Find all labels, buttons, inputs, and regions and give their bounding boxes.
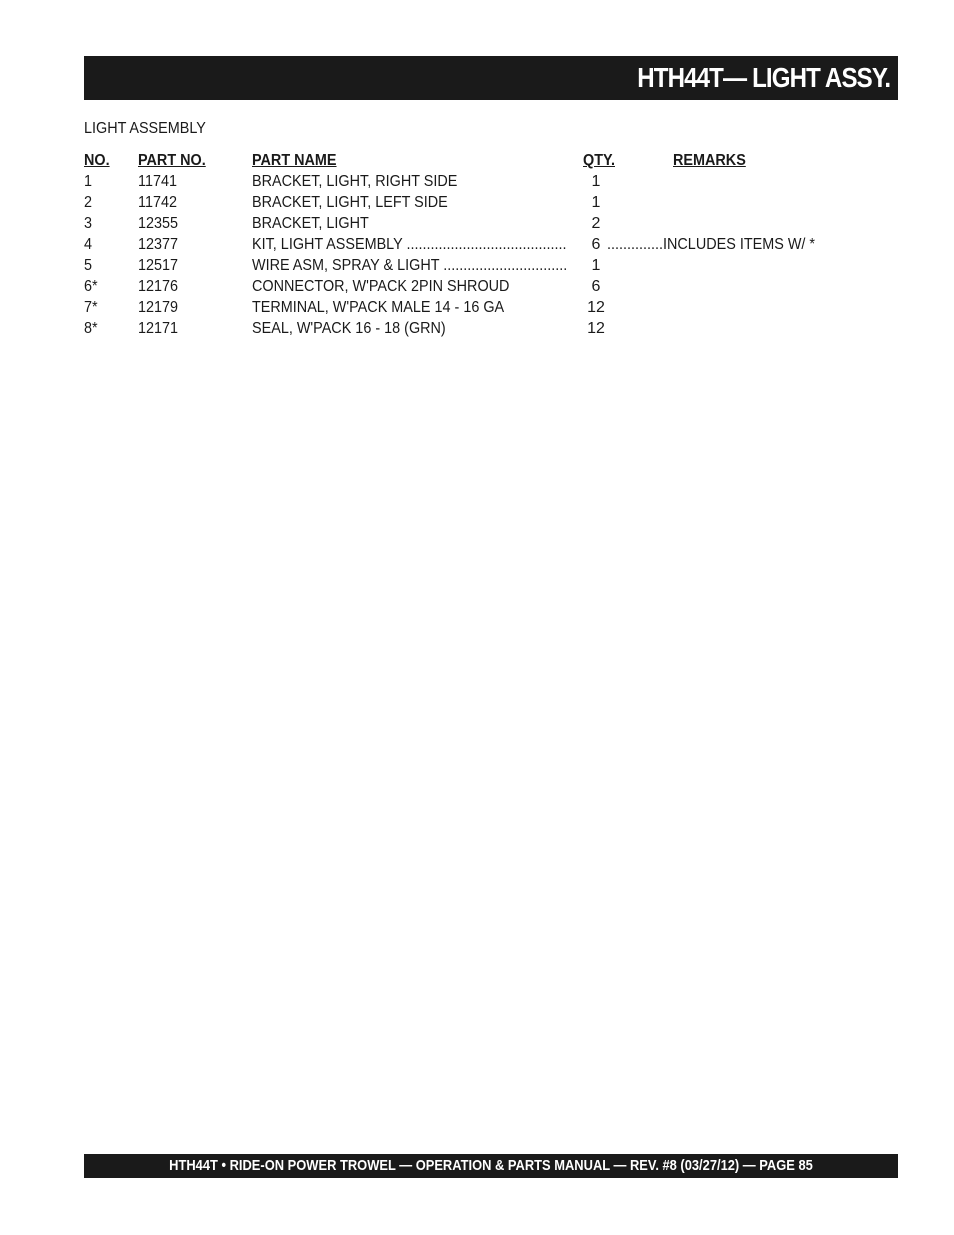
page-footer-text: HTH44T • RIDE-ON POWER TROWEL — OPERATION & PARTS MANUAL — REV. #8 (03/27/12) — PAGE 85 (169, 1157, 813, 1174)
table-row (84, 276, 864, 297)
page-title: HTH44T— LIGHT ASSY. (636, 62, 890, 93)
column-header-remarks: REMARKS (673, 152, 746, 169)
row-part-name: BRACKET, LIGHT, RIGHT SIDE (252, 173, 458, 190)
table-header-row (84, 150, 864, 171)
row-no: 7* (84, 299, 98, 316)
table-row (84, 297, 864, 318)
row-part-no: 12517 (138, 257, 179, 274)
table-row (84, 213, 864, 234)
row-part-name: TERMINAL, W'PACK MALE 14 - 16 GA (252, 299, 505, 316)
table-row (84, 192, 864, 213)
row-part-no: 12171 (138, 320, 179, 337)
row-part-name: BRACKET, LIGHT (252, 215, 369, 232)
row-part-name: CONNECTOR, W'PACK 2PIN SHROUD (252, 278, 510, 295)
row-no: 3 (84, 215, 93, 232)
row-qty: 1 (591, 257, 601, 274)
row-part-name: KIT, LIGHT ASSEMBLY ........................................ (252, 236, 567, 253)
row-part-no: 12176 (138, 278, 179, 295)
page-header-bar (84, 56, 898, 100)
page-footer-bar (84, 1154, 898, 1178)
row-no: 1 (84, 173, 93, 190)
row-qty: 12 (587, 299, 605, 316)
row-part-name: SEAL, W'PACK 16 - 18 (GRN) (252, 320, 446, 337)
column-header-part-no: PART NO. (138, 152, 206, 169)
row-no: 6* (84, 278, 98, 295)
column-header-part-name: PART NAME (252, 152, 337, 169)
row-qty: 1 (591, 173, 601, 190)
table-row (84, 318, 864, 339)
column-header-qty: QTY. (583, 152, 616, 169)
row-qty: 6 (591, 278, 601, 295)
row-part-name: BRACKET, LIGHT, LEFT SIDE (252, 194, 448, 211)
row-part-no: 12377 (138, 236, 179, 253)
row-part-no: 12355 (138, 215, 179, 232)
row-no: 4 (84, 236, 93, 253)
table-row (84, 171, 864, 192)
column-header-no: NO. (84, 152, 110, 169)
row-part-no: 11741 (138, 173, 177, 190)
row-part-name: WIRE ASM, SPRAY & LIGHT ............................... (252, 257, 568, 274)
row-no: 5 (84, 257, 93, 274)
row-qty: 12 (587, 320, 605, 337)
row-no: 8* (84, 320, 98, 337)
row-part-no: 11742 (138, 194, 177, 211)
table-row (84, 255, 864, 276)
row-qty: 1 (591, 194, 601, 211)
row-qty: 2 (591, 215, 601, 232)
row-qty: 6 (591, 236, 601, 253)
parts-table (84, 150, 864, 339)
row-part-no: 12179 (138, 299, 179, 316)
row-no: 2 (84, 194, 93, 211)
section-label: LIGHT ASSEMBLY (84, 120, 206, 137)
row-remarks: ..............INCLUDES ITEMS W/ * (607, 236, 816, 253)
table-row (84, 234, 864, 255)
